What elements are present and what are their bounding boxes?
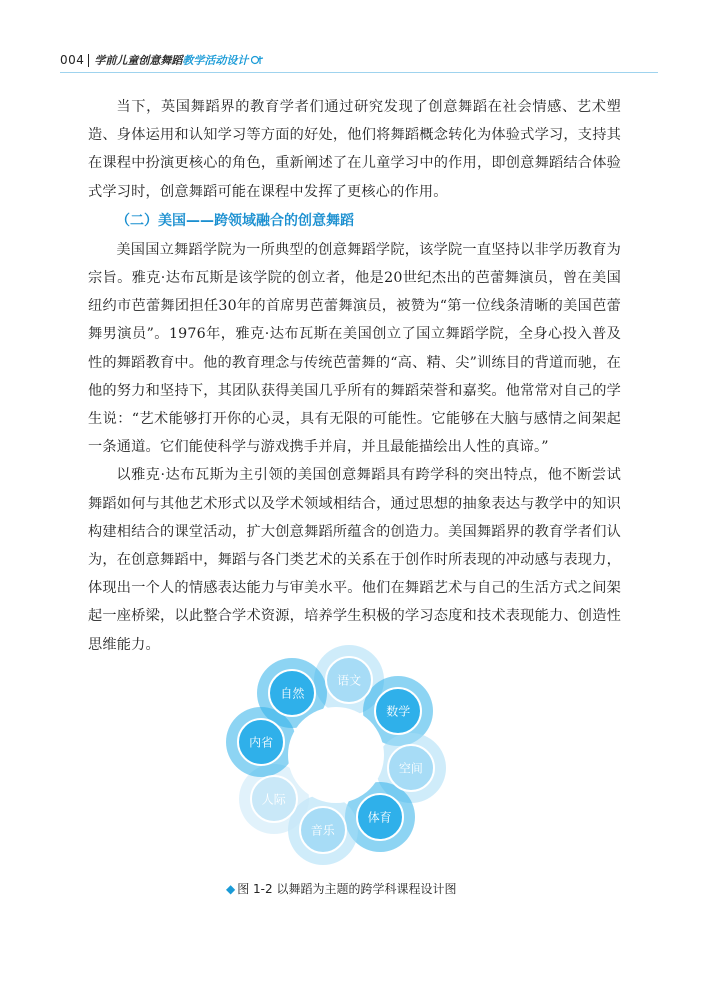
book-title-part1: 学前儿童创意舞蹈 [94, 54, 183, 67]
section-heading: （二）美国——跨领域融合的创意舞蹈 [116, 212, 354, 229]
header-divider [88, 54, 89, 67]
paragraph-1: 当下，英国舞蹈界的教育学者们通过研究发现了创意舞蹈在社会情感、艺术塑造、身体运用和认知学习等方面的好处，他们将舞蹈概念转化为体验式学习，支持其在课程中扮演更核心的角色，重新阐述了在儿童学习中的作用，即创意舞蹈结合体验式学习时，创意舞蹈可能在课程中发挥了更核心的作用。 [88, 99, 621, 200]
paragraph-3: 以雅克·达布瓦斯为主引领的美国创意舞蹈具有跨学科的突出特点，他不断尝试舞蹈如何与其他艺术形式以及学术领域相结合，通过思想的抽象表达与教学中的知识构建相结合的课堂活动，扩大创意舞蹈所蕴含的创造力。美国舞蹈界的教育学者们认为，在创意舞蹈中，舞蹈与各门类艺术的关系在于创作时所表现的冲动感与表现力，体现出一个人的情感表达能力与审美水平。他们在舞蹈艺术与自己的生活方式之间架起一座桥梁，以此整合学术资源，培养学生积极的学习态度和技术表现能力、创造性思维能力。 [88, 467, 621, 653]
ring-center [288, 707, 384, 803]
figure-caption [226, 880, 456, 897]
caption-marker: ◆ [226, 881, 236, 896]
main-text [88, 93, 621, 659]
caption-text: 图 1-2 以舞蹈为主题的跨学科课程设计图 [237, 882, 457, 896]
book-title-part2: 教学活动设计 [182, 54, 249, 67]
ring-node-label: 人际 [261, 792, 286, 807]
header-rule [60, 72, 658, 73]
ring-node-label: 内省 [249, 735, 274, 750]
ring-node-label: 语文 [337, 673, 362, 688]
book-title [94, 52, 248, 68]
curriculum-ring-diagram [222, 644, 450, 866]
ring-node-label: 自然 [280, 686, 305, 701]
ring-node-label: 体育 [367, 810, 392, 825]
ring-node-label: 数学 [386, 704, 411, 719]
running-header [60, 50, 265, 70]
page-number: 004 [60, 53, 85, 67]
ring-node-label: 空间 [398, 761, 423, 776]
dancer-icon [251, 54, 265, 66]
ring-node-label: 音乐 [310, 823, 335, 838]
paragraph-2: 美国国立舞蹈学院为一所典型的创意舞蹈学院，该学院一直坚持以非学历教育为宗旨。雅克·达布瓦斯是该学院的创立者，他是20世纪杰出的芭蕾舞演员，曾在美国纽约市芭蕾舞团担任30年的首席男芭蕾舞演员，被赞为“第一位线条清晰的美国芭蕾舞男演员”。1976年，雅克·达布瓦斯在美国创立了国立舞蹈学院，全身心投入普及性的舞蹈教育中。他的教育理念与传统芭蕾舞的“高、精、尖”训练目的背道而驰，在他的努力和坚持下，其团队获得美国几乎所有的舞蹈荣誉和嘉奖。他常常对自己的学生说：“艺术能够打开你的心灵，具有无限的可能性。它能够在大脑与感情之间架起一条通道。它们能使科学与游戏携手并肩，并且最能描绘出人性的真谛。” [88, 241, 621, 456]
